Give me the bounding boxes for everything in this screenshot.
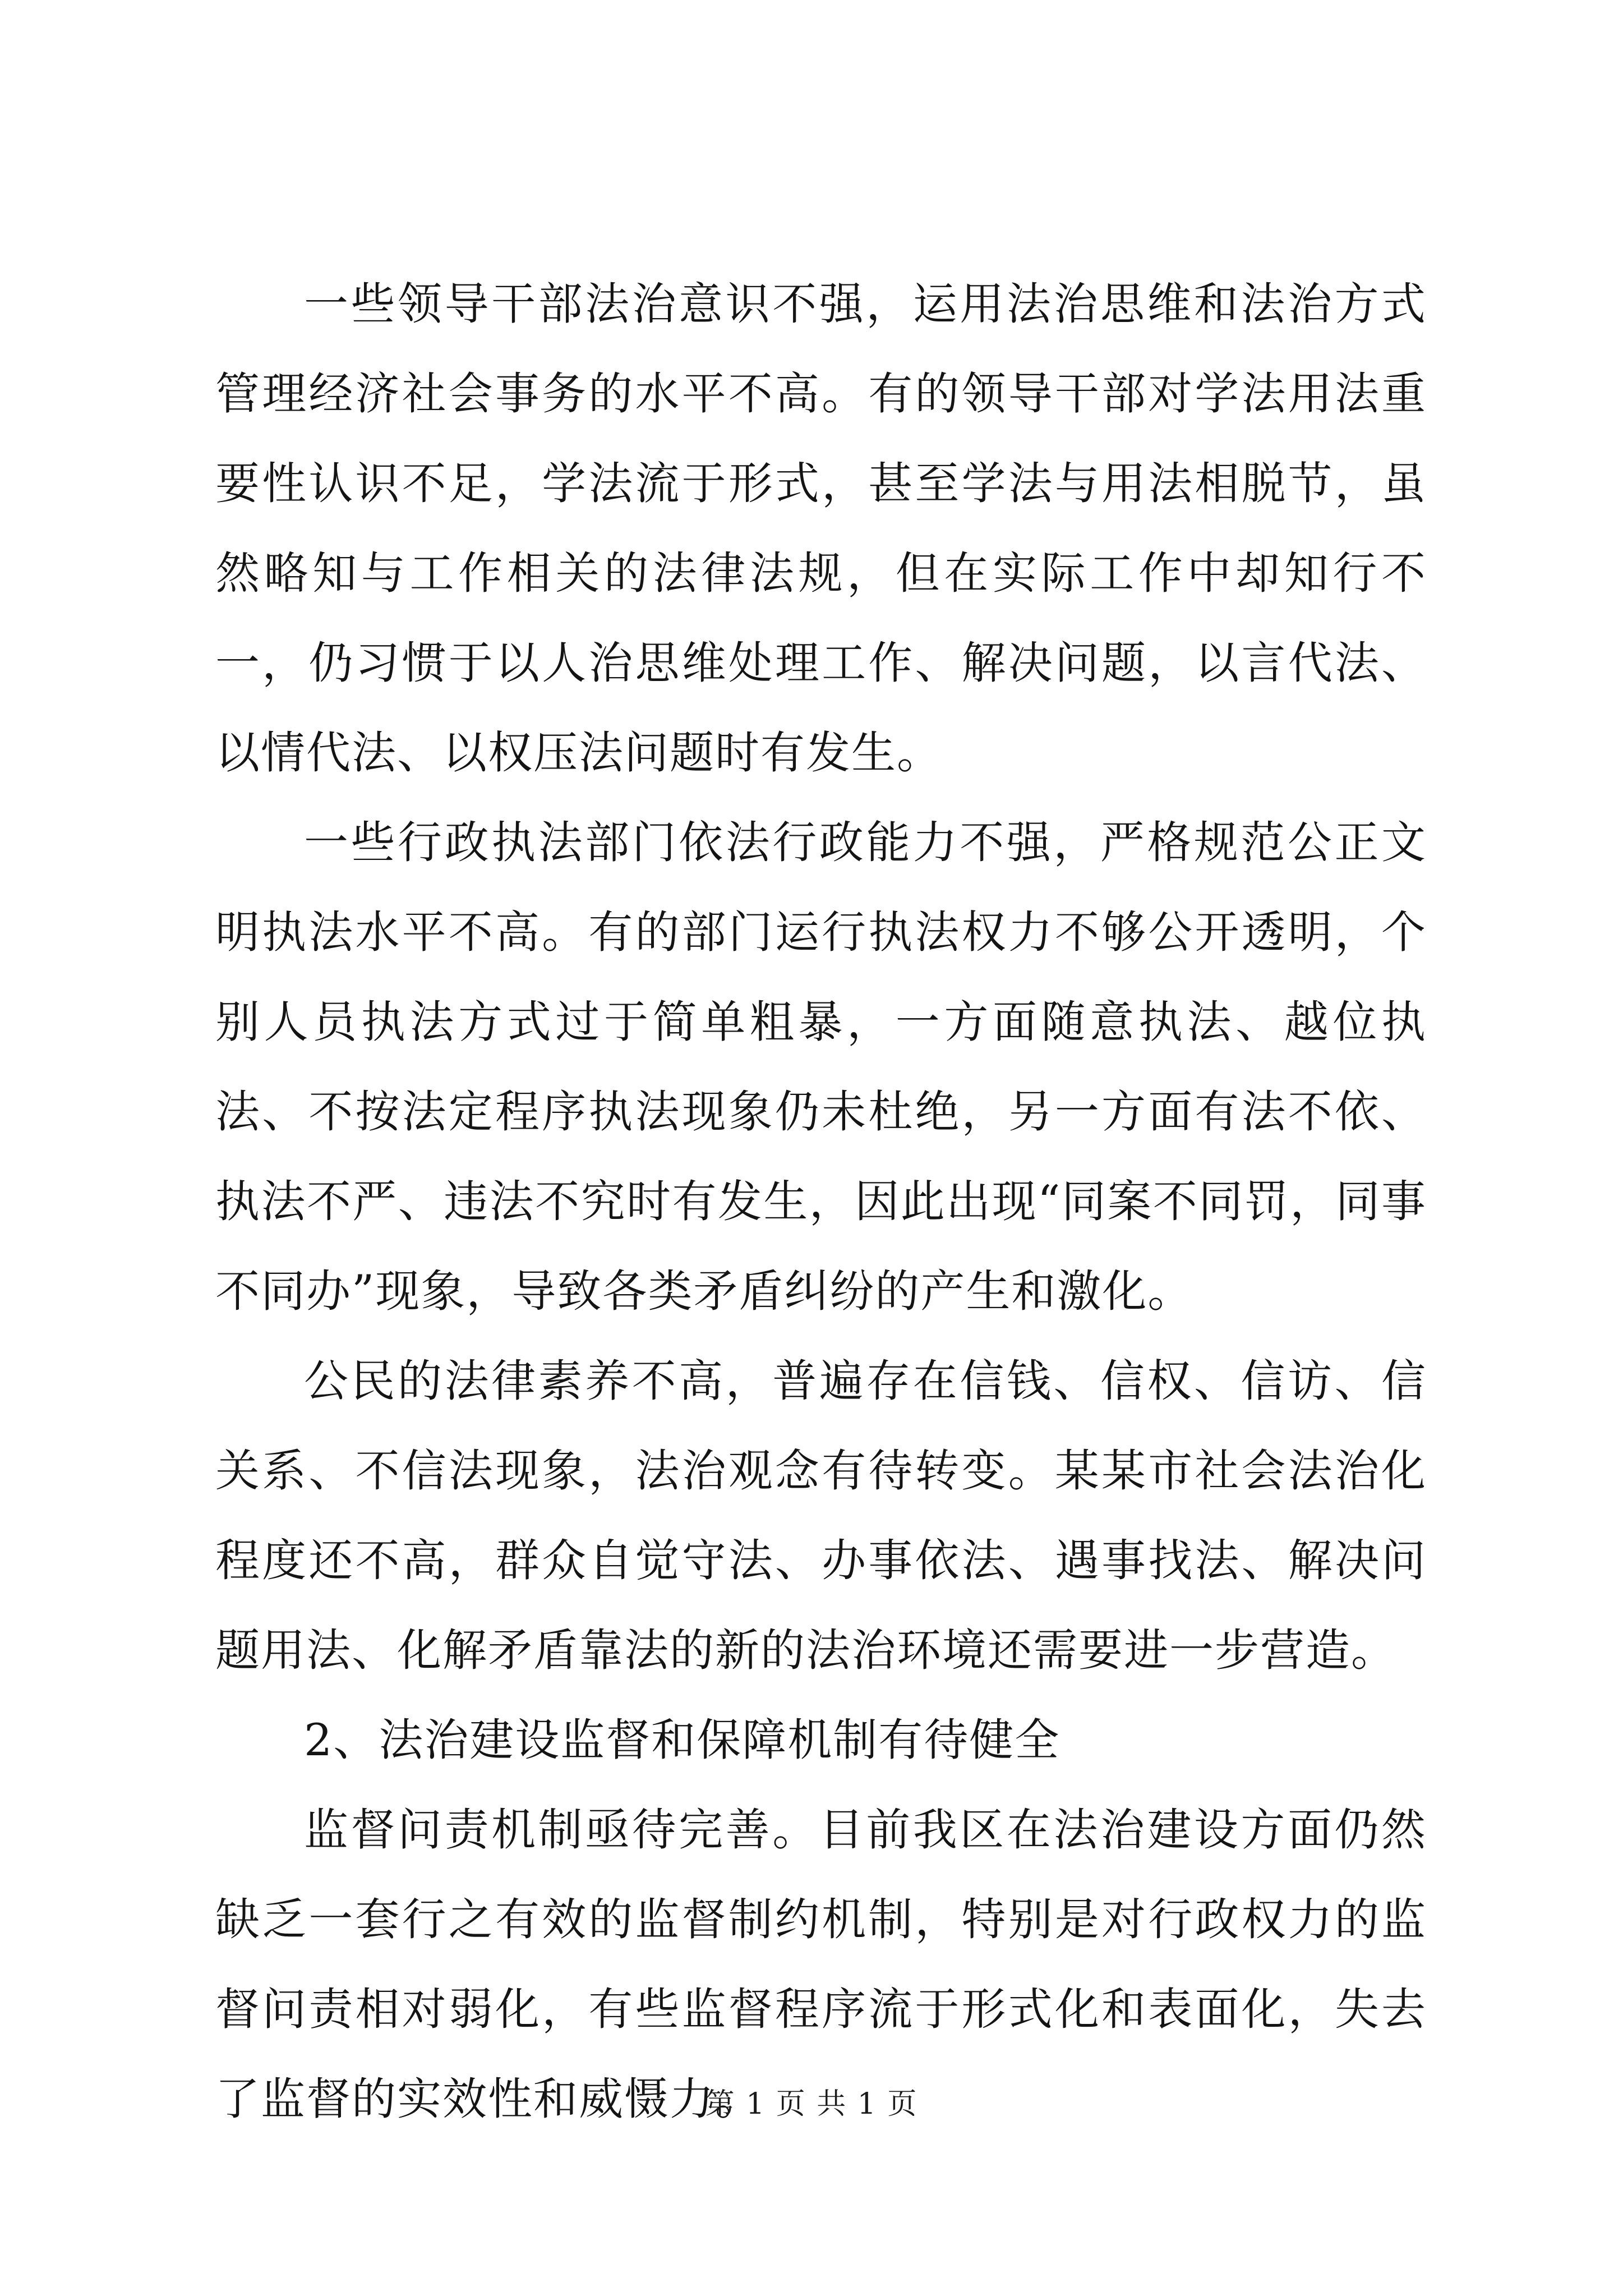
document-body <box>215 259 1427 2144</box>
page-footer: 第 1 页 共 1 页 <box>705 2087 918 2121</box>
paragraph-law-enforcement: 一些行政执法部门依法行政能力不强，严格规范公正文明执法水平不高。有的部门运行执法权力不够公开透明，个别人员执法方式过于简单粗暴，一方面随意执法、越位执法、不按法定程序执法现象仍未杜绝，另一方面有法不依、执法不严、违法不究时有发生，因此出现“同案不同罚，同事不同办”现象，导致各类矛盾纠纷的产生和激化。 <box>215 817 1427 1317</box>
paragraph-leaders-legal-awareness: 一些领导干部法治意识不强，运用法治思维和法治方式管理经济社会事务的水平不高。有的领导干部对学法用法重要性认识不足，学法流于形式，甚至学法与用法相脱节，虽然略知与工作相关的法律法规，但在实际工作中却知行不一，仍习惯于以人治思维处理工作、解决问题，以言代法、以情代法、以权压法问题时有发生。 <box>215 278 1427 779</box>
section-heading-supervision: 2、法治建设监督和保障机制有待健全 <box>304 1714 1061 1766</box>
paragraph-citizen-legal-literacy: 公民的法律素养不高，普遍存在信钱、信权、信访、信关系、不信法现象，法治观念有待转变。某某市社会法治化程度还不高，群众自觉守法、办事依法、遇事找法、解决问题用法、化解矛盾靠法的新的法治环境还需要进一步营造。 <box>215 1355 1427 1676</box>
paragraph-accountability-mechanism: 监督问责机制亟待完善。目前我区在法治建设方面仍然缺乏一套行之有效的监督制约机制，特别是对行政权力的监督问责相对弱化，有些监督程序流于形式化和表面化，失去了监督的实效性和威慑力。 <box>215 1804 1427 2125</box>
